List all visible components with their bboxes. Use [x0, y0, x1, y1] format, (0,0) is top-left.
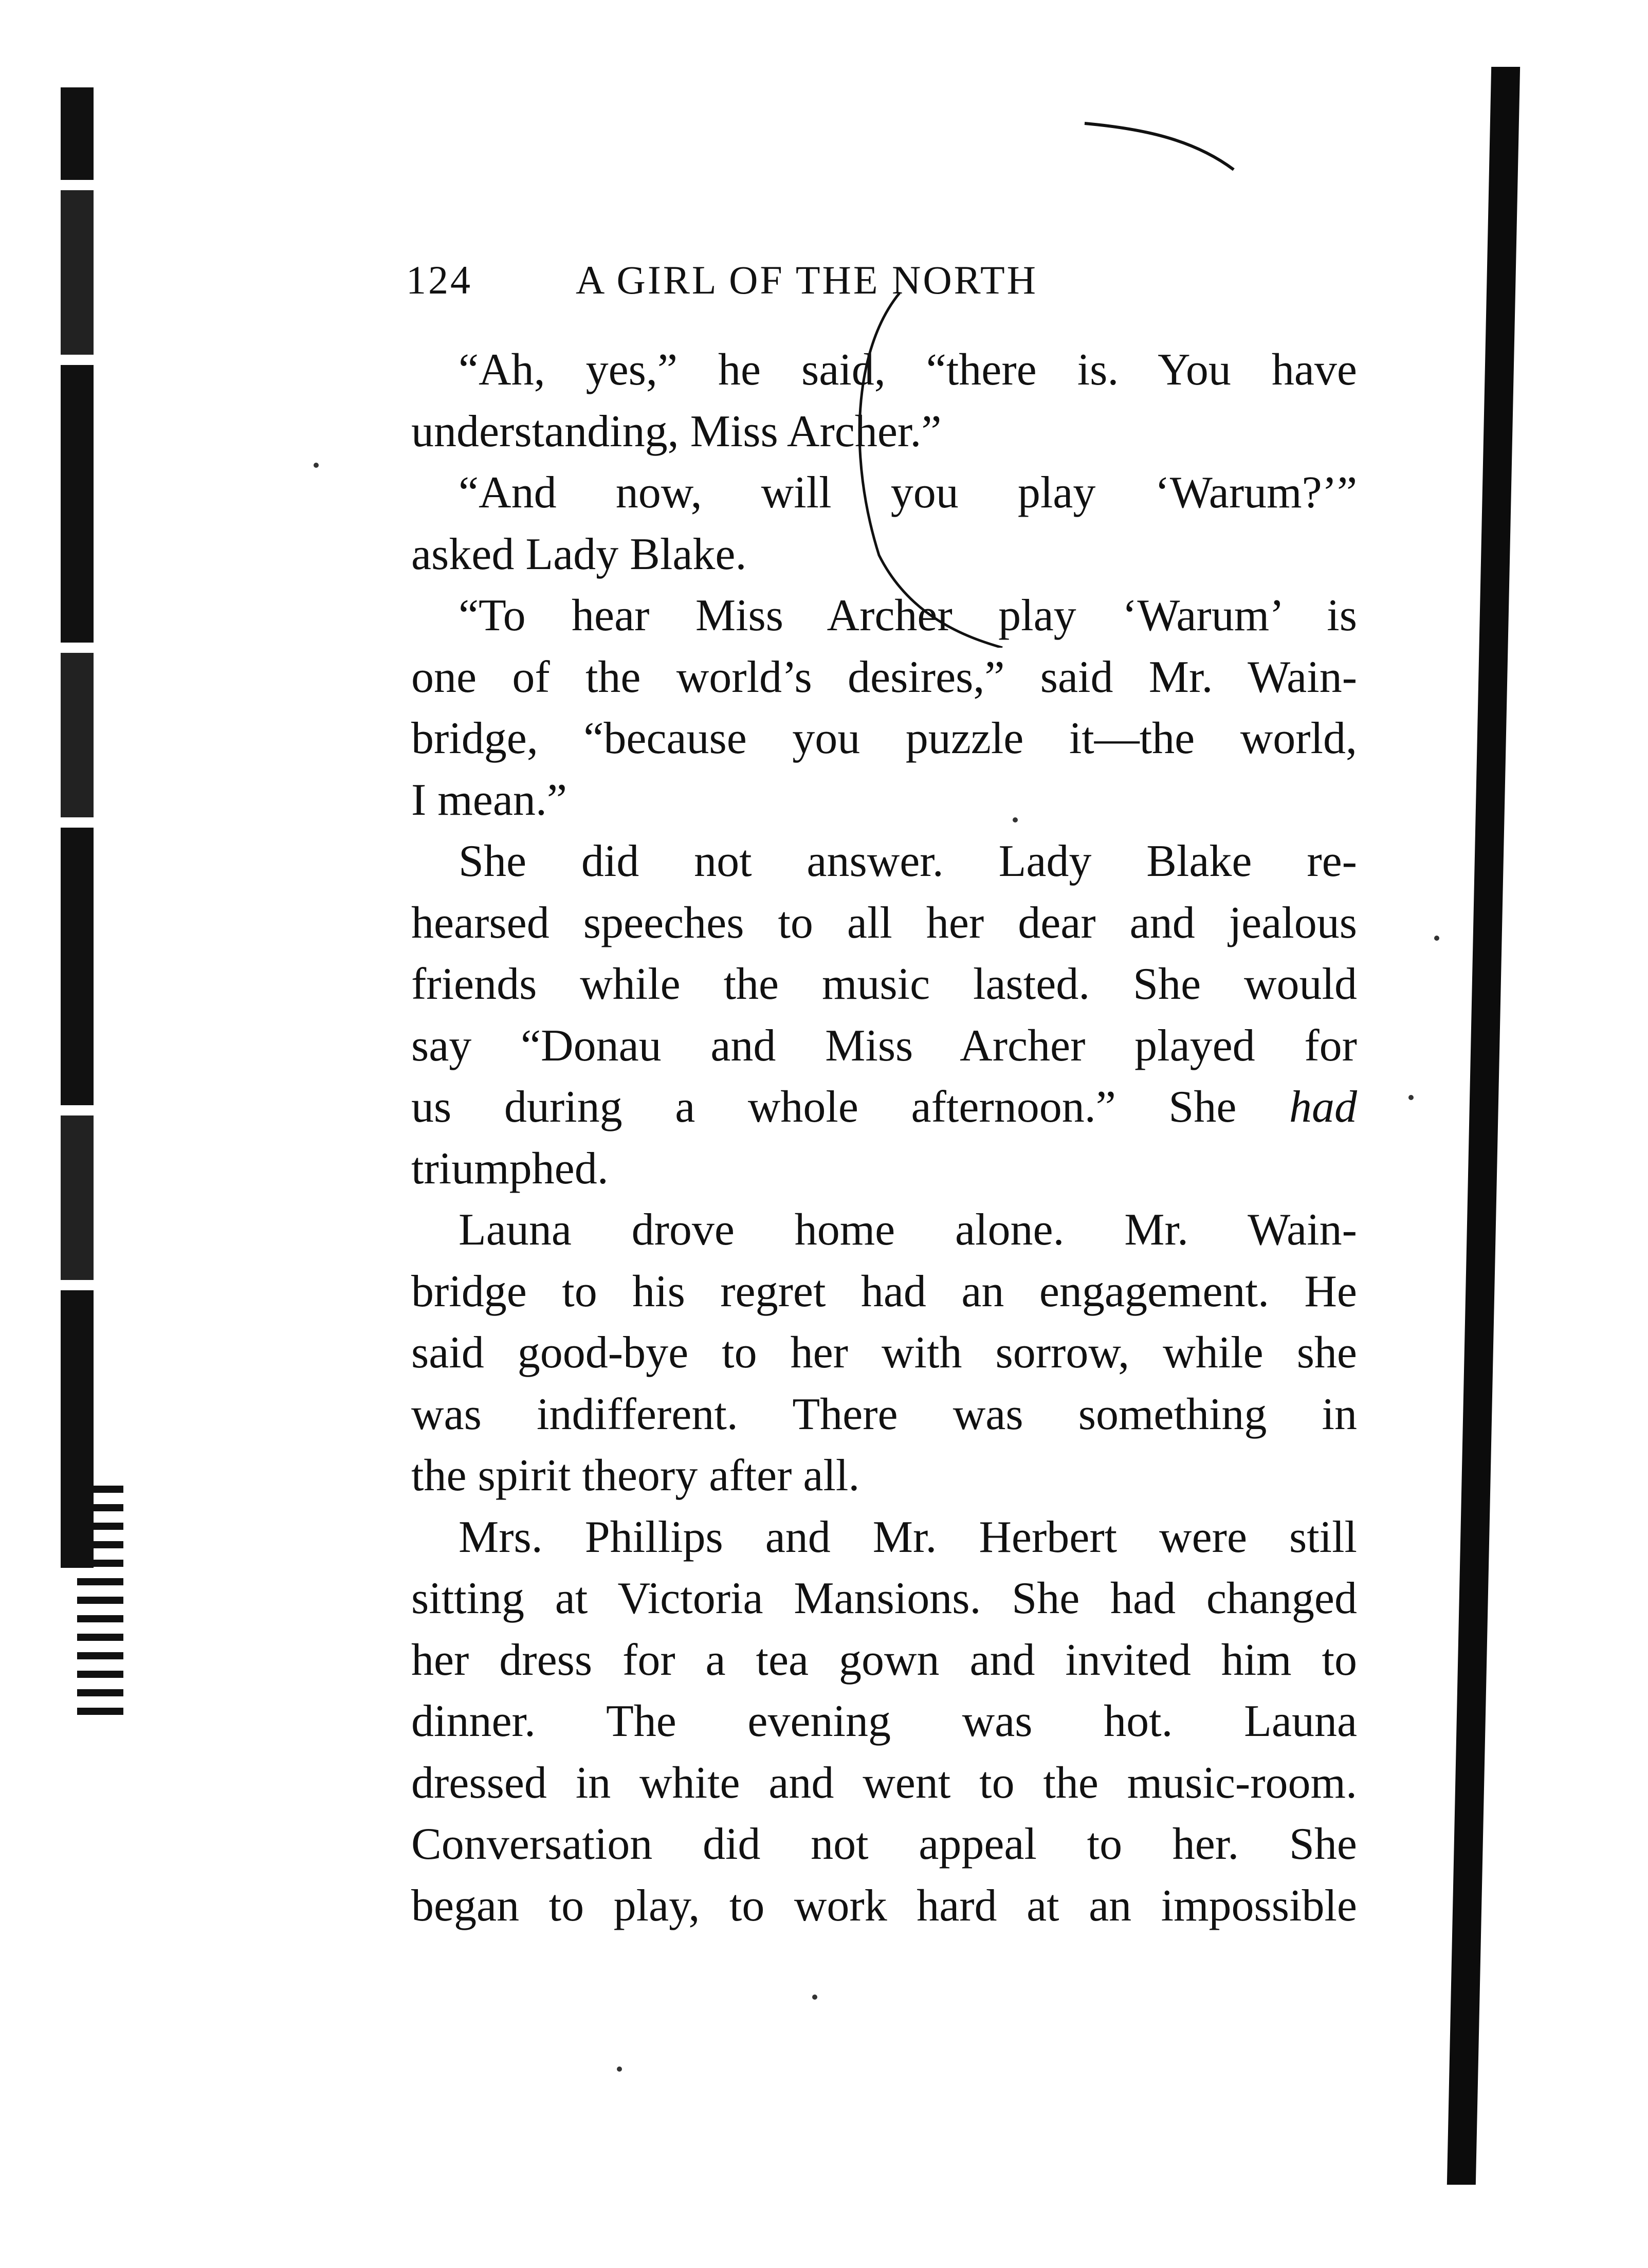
text-line: understanding, Miss Archer.” — [411, 406, 942, 456]
text-line: “To hear Miss Archer play ‘Warum’ is — [459, 591, 1357, 641]
text-line: sitting at Victoria Mansions. She had changed — [411, 1574, 1357, 1623]
left-edge-scan-marks — [77, 1486, 123, 1897]
text-line: dinner. The evening was hot. Launa — [411, 1696, 1357, 1746]
text-line: “And now, will you play ‘Warum?’” — [459, 468, 1357, 518]
scan-speck — [1408, 1095, 1414, 1100]
scan-speck — [812, 1995, 817, 2000]
text-line: I mean.” — [411, 775, 567, 825]
right-page-edge — [1447, 67, 1520, 2185]
text-line: hearsed speeches to all her dear and jealous — [411, 898, 1357, 948]
text-line: the spirit theory after all. — [411, 1451, 860, 1501]
emphasis-word: had — [1289, 1082, 1357, 1132]
pencil-stroke-mark — [1079, 113, 1244, 175]
page-number: 124 — [406, 258, 472, 302]
text-line: began to play, to work hard at an impossible — [411, 1880, 1357, 1931]
text-line: say “Donau and Miss Archer played for — [411, 1020, 1357, 1071]
text-line: She did not answer. Lady Blake re- — [459, 836, 1357, 886]
scan-speck — [1013, 817, 1018, 822]
text-line: her dress for a tea gown and invited him to — [411, 1635, 1357, 1685]
text-line: asked Lady Blake. — [411, 529, 747, 579]
running-head — [406, 257, 1280, 303]
text-line: said good-bye to her with sorrow, while she — [411, 1328, 1357, 1378]
text-line: bridge, “because you puzzle it—the world, — [411, 714, 1357, 763]
left-binding-edge — [61, 87, 94, 1568]
text-line: us during a whole afternoon.” She had — [411, 1082, 1357, 1132]
text-line: dressed in white and went to the music-room. — [411, 1758, 1357, 1808]
text-line: triumphed. — [411, 1143, 609, 1194]
scan-speck — [314, 463, 319, 468]
scan-speck — [1434, 936, 1439, 941]
running-title: A GIRL OF THE NORTH — [576, 258, 1038, 302]
body-text — [411, 339, 1357, 1936]
text-line: “Ah, yes,” he said, “there is. You have — [459, 345, 1357, 395]
text-line: was indifferent. There was something in — [411, 1389, 1357, 1439]
text-line: Mrs. Phillips and Mr. Herbert were still — [459, 1512, 1357, 1562]
text-line: Launa drove home alone. Mr. Wain- — [459, 1205, 1357, 1255]
text-line: bridge to his regret had an engagement. He — [411, 1266, 1357, 1316]
scan-speck — [617, 2066, 622, 2072]
text-line: one of the world’s desires,” said Mr. Wain- — [411, 652, 1357, 702]
text-line: Conversation did not appeal to her. She — [411, 1819, 1357, 1869]
text-line: friends while the music lasted. She would — [411, 959, 1357, 1009]
